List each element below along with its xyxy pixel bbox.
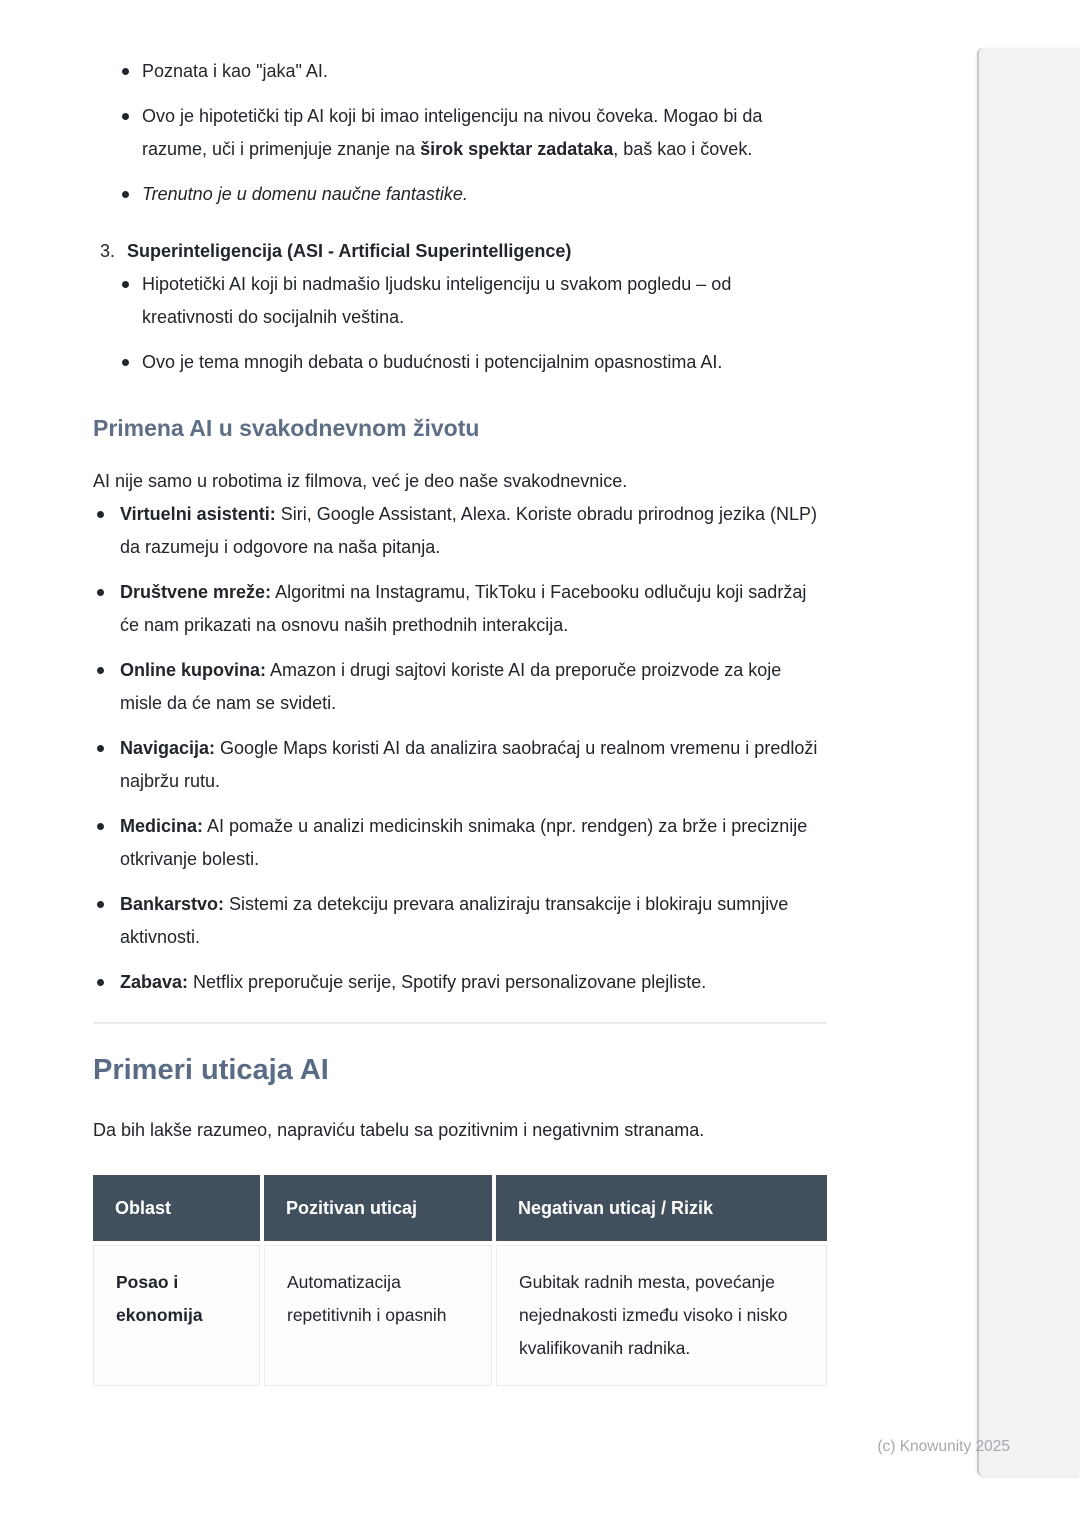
text-segment: Automatizacija repetitivnih i opasnih — [287, 1272, 447, 1325]
list-item — [93, 888, 827, 954]
text-segment: Trenutno je u domenu naučne fantastike. — [142, 184, 468, 204]
text-segment: Google Maps koristi AI da analizira saobraćaj u realnom vremenu i predloži najbržu rutu. — [120, 738, 818, 791]
text-segment: Društvene mreže: — [120, 582, 272, 602]
agi-bullet-list — [93, 55, 827, 211]
asi-bullet-list — [93, 268, 827, 379]
list-item — [93, 966, 827, 999]
document-content — [93, 0, 827, 1386]
text-segment: Zabava: — [120, 972, 189, 992]
ordered-item-superintelligence — [93, 235, 827, 268]
table-header-cell: Negativan uticaj / Rizik — [496, 1175, 827, 1241]
text-segment: Siri, Google Assistant, Alexa. Koriste obradu prirodnog jezika (NLP) da razumeju i odgovore na naša pitanja. — [120, 504, 817, 557]
text-segment: Bankarstvo: — [120, 894, 225, 914]
text-segment: Amazon i drugi sajtovi koriste AI da preporuče proizvode za koje misle da će nam se svideti. — [120, 660, 782, 713]
text-segment: Ovo je hipotetički tip AI koji bi imao inteligenciju na nivou čoveka. Mogao bi da razume, uči i primenjuje znanje na — [142, 106, 763, 159]
list-item — [93, 178, 782, 211]
table-cell — [496, 1245, 827, 1386]
watermark-text: (c) Knowunity 2025 — [877, 1438, 1010, 1455]
list-item — [93, 55, 782, 88]
list-item — [93, 346, 827, 379]
list-item — [93, 810, 827, 876]
list-item — [93, 498, 827, 564]
list-item — [93, 654, 827, 720]
list-item — [93, 100, 782, 166]
text-segment: AI pomaže u analizi medicinskih snimaka (npr. rendgen) za brže i preciznije otkrivanje bolesti. — [120, 816, 808, 869]
table-row — [93, 1245, 827, 1386]
section-heading-primeri: Primeri uticaja AI — [93, 1054, 329, 1086]
impact-table — [93, 1175, 827, 1386]
text-segment: Netflix preporučuje serije, Spotify pravi personalizovane plejliste. — [188, 972, 707, 992]
ordered-item-title: Superinteligencija (ASI - Artificial Superintelligence) — [127, 241, 572, 261]
table-cell — [264, 1245, 492, 1386]
text-segment: , baš kao i čovek. — [613, 139, 753, 159]
text-segment: Gubitak radnih mesta, povećanje nejednakosti između visoko i nisko kvalifikovanih radnika. — [519, 1272, 788, 1358]
list-item — [93, 576, 827, 642]
ordered-item-number: 3. — [100, 241, 116, 261]
text-segment: Navigacija: — [120, 738, 216, 758]
text-segment: Online kupovina: — [120, 660, 267, 680]
list-item — [93, 732, 827, 798]
divider — [93, 1022, 827, 1024]
text-segment: Virtuelni asistenti: — [120, 504, 276, 524]
section-heading-primena: Primena AI u svakodnevnom životu — [93, 415, 480, 441]
table-header-row — [93, 1175, 827, 1241]
primena-bullet-list — [93, 498, 827, 999]
table-header-cell: Pozitivan uticaj — [264, 1175, 492, 1241]
text-segment: Sistemi za detekciju prevara analiziraju transakcije i blokiraju sumnjive aktivnosti. — [120, 894, 789, 947]
table-header-cell: Oblast — [93, 1175, 260, 1241]
text-segment: Ovo je tema mnogih debata o budućnosti i potencijalnim opasnostima AI. — [142, 352, 723, 372]
text-segment: Algoritmi na Instagramu, TikToku i Facebooku odlučuju koji sadržaj će nam prikazati na osnovu naših prethodnih interakcija. — [120, 582, 807, 635]
text-segment: Hipotetički AI koji bi nadmašio ljudsku inteligenciju u svakom pogledu – od kreativnosti do socijalnih veština. — [142, 274, 732, 327]
list-item — [93, 268, 827, 334]
table-body — [93, 1245, 827, 1386]
table-cell — [93, 1245, 260, 1386]
text-segment: Poznata i kao "jaka" AI. — [142, 61, 328, 81]
text-segment: širok spektar zadataka — [420, 139, 614, 159]
primena-intro-paragraph: AI nije samo u robotima iz filmova, već je deo naše svakodnevnice. — [93, 471, 628, 491]
text-segment: Medicina: — [120, 816, 204, 836]
text-segment: Posao i ekonomija — [116, 1272, 203, 1325]
scrollbar-track[interactable] — [977, 48, 1080, 1476]
primeri-intro-paragraph: Da bih lakše razumeo, napraviću tabelu sa pozitivnim i negativnim stranama. — [93, 1120, 705, 1140]
